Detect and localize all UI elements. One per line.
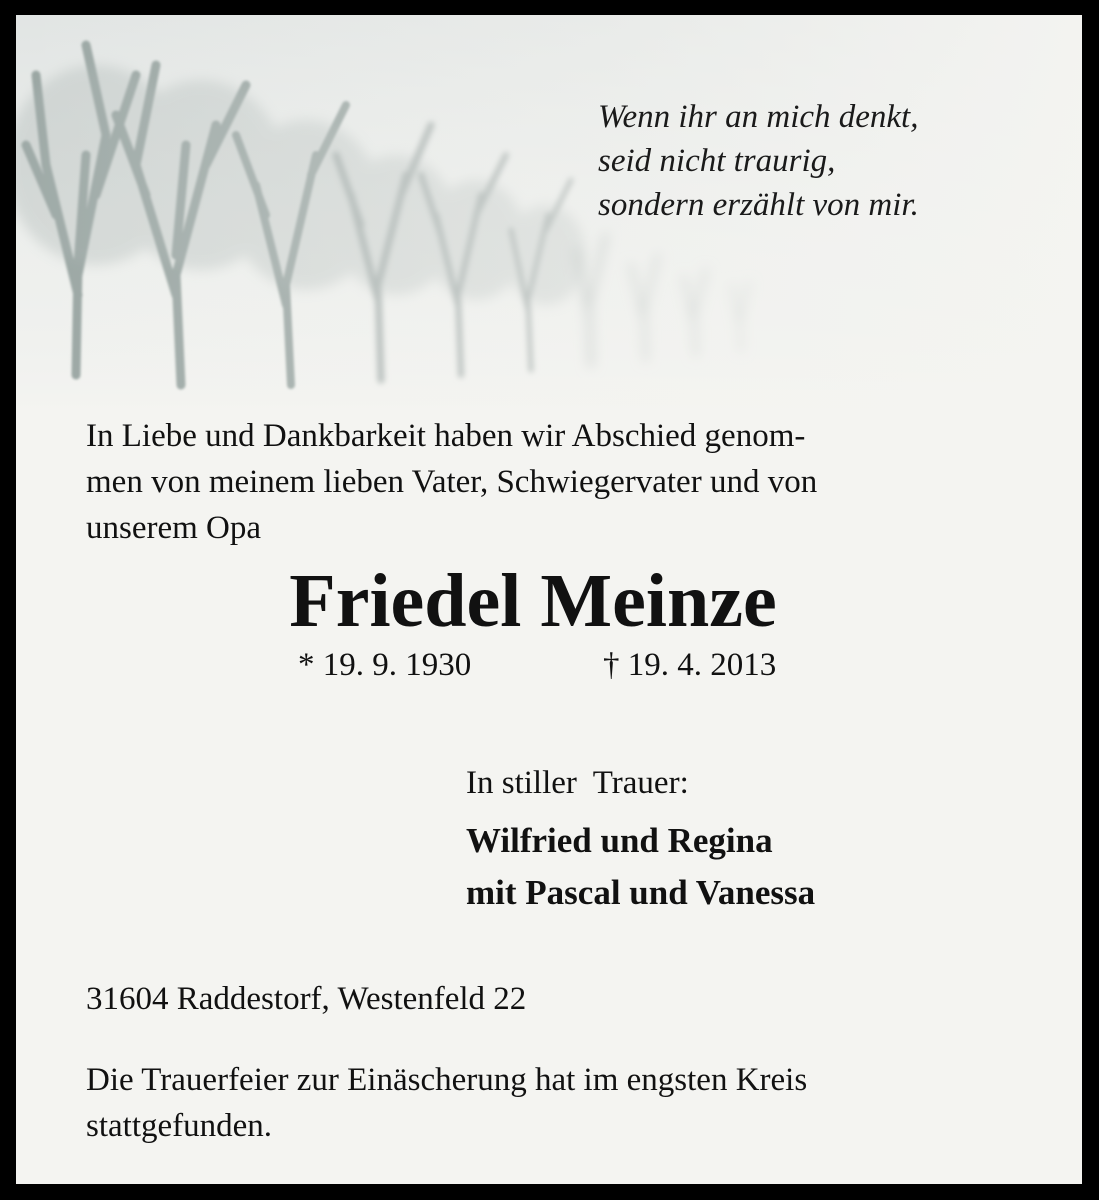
- mourner-line: Wilfried und Regina: [466, 821, 773, 860]
- mourners-names: [466, 815, 815, 919]
- quote-block: [598, 95, 919, 227]
- intro-line: In Liebe und Dankbarkeit haben wir Abschied genom-: [86, 418, 806, 454]
- note-line: stattgefunden.: [86, 1108, 273, 1144]
- intro-line: men von meinem lieben Vater, Schwiegervater und von: [86, 464, 818, 500]
- address: 31604 Raddestorf, Westenfeld 22: [86, 981, 527, 1017]
- birth-date: * 19. 9. 1930: [298, 647, 472, 683]
- quote-line: sondern erzählt von mir.: [598, 187, 919, 223]
- mourning-label: In stiller Trauer:: [466, 765, 689, 801]
- quote-line: seid nicht traurig,: [598, 143, 836, 179]
- ceremony-note: [86, 1057, 807, 1149]
- mourner-line: mit Pascal und Vanessa: [466, 873, 816, 912]
- deceased-name: Friedel Meinze: [289, 559, 777, 643]
- intro-line: unserem Opa: [86, 510, 262, 546]
- note-line: Die Trauerfeier zur Einäscherung hat im engsten Kreis: [86, 1062, 808, 1098]
- quote-line: Wenn ihr an mich denkt,: [598, 99, 919, 135]
- obituary-card: [16, 15, 1082, 1184]
- death-date: † 19. 4. 2013: [603, 647, 777, 683]
- intro-text: [86, 413, 817, 551]
